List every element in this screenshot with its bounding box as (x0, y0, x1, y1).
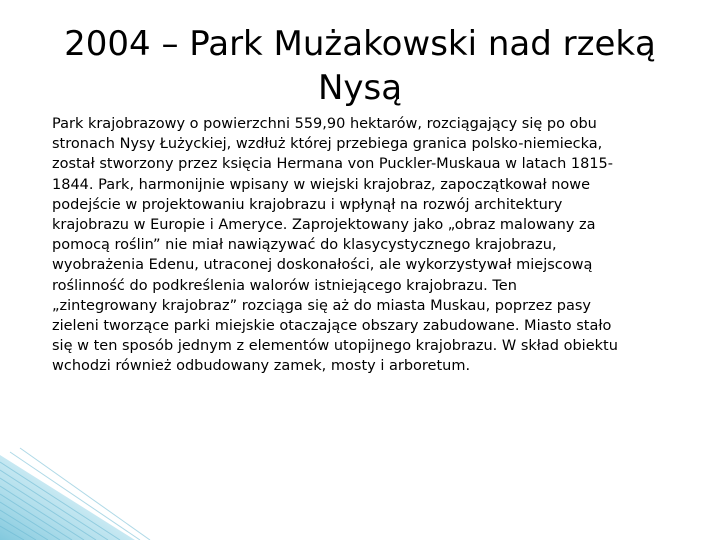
page-title: 2004 – Park Mużakowski nad rzeką Nysą (64, 24, 656, 108)
body-paragraph: Park krajobrazowy o powierzchni 559,90 hektarów, rozciągający się po obu stronach Nysy Łużyckiej, wzdłuż której przebiega granica polsko-niemiecka, został stworzony przez księcia Hermana von Puckler-Muskaua w latach 1815-1844. Park, harmonijnie wpisany w wiejski krajobraz, zapoczątkował nowe podejście w projektowaniu krajobrazu i wpłynął na rozwój architektury krajobrazu w Europie i Ameryce. Zaprojektowany jako „obraz malowany za pomocą roślin” nie miał nawiązywać do klasycystycznego krajobrazu, wyobrażenia Edenu, utraconej doskonałości, ale wykorzystywał miejscową roślinność do podkreślenia walorów istniejącego krajobrazu. Ten „zintegrowany krajobraz” rozciąga się aż do miasta Muskau, poprzez pasy zieleni tworzące parki miejskie otaczające obszary zabudowane. Miasto stało się w ten sposób jednym z elementów utopijnego krajobrazu. W skład obiektu wchodzi również odbudowany zamek, mosty i arboretum. (52, 116, 618, 375)
corner-wedge (0, 455, 135, 540)
